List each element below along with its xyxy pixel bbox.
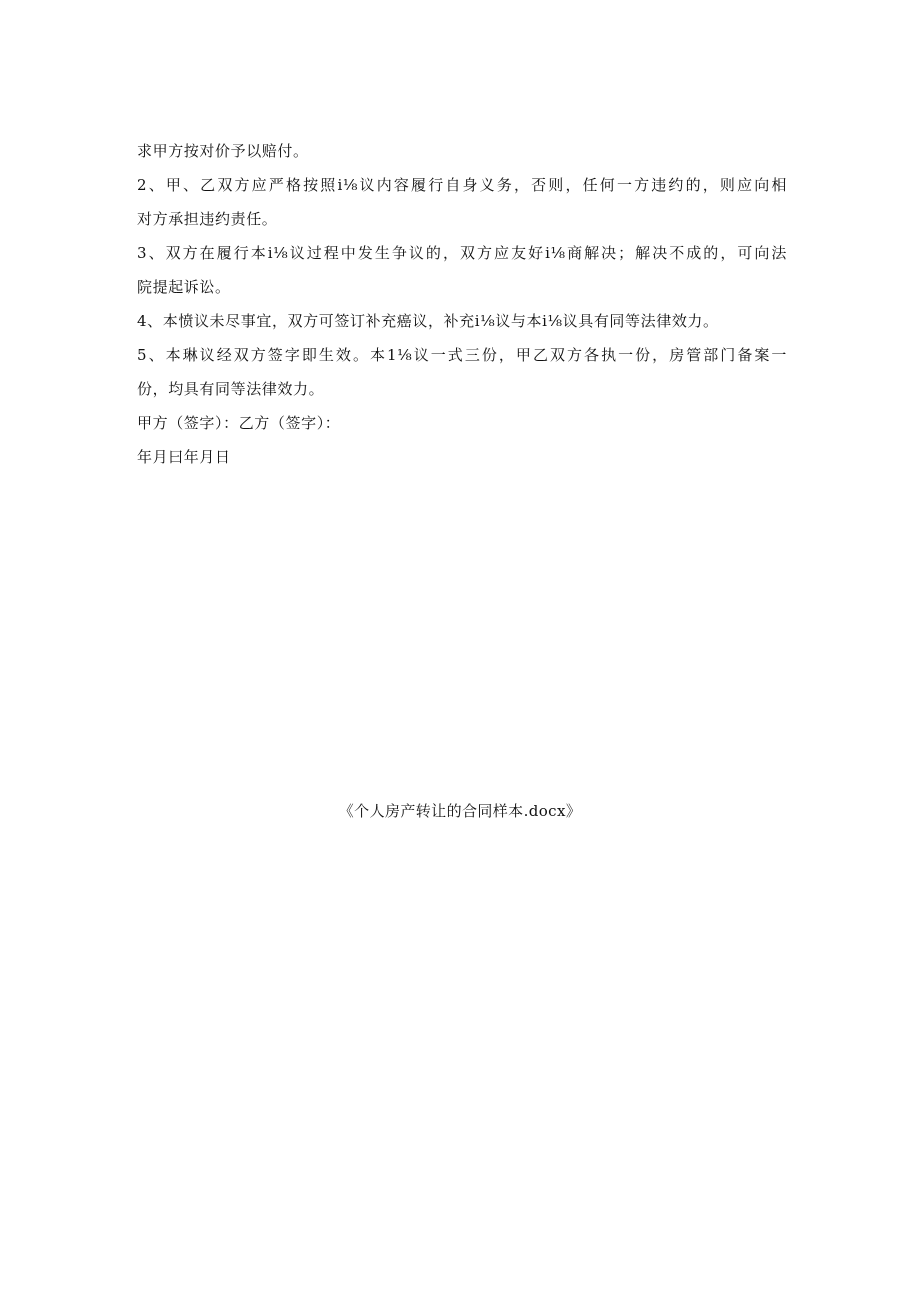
date-line: 年月曰年月日	[137, 448, 231, 466]
clause-3-line-2: 院提起诉讼。	[137, 278, 231, 296]
document-file-title: 《个人房产转让的合同样本.docx》	[338, 802, 582, 820]
clause-2-line-2: 对方承担违约责任。	[137, 210, 278, 228]
clause-3-line-1: 3、双方在履行本i⅛议过程中发生争议的，双方应友好i⅛商解决；解决不成的，可向法	[137, 244, 787, 262]
clause-2-line-1: 2、甲、乙双方应严格按照i⅛议内容履行自身义务，否则，任何一方违约的，则应向相	[137, 176, 787, 194]
clause-4-line-1: 4、本愤议未尽事宜，双方可签订补充癌议，补充i⅛议与本i⅛议具有同等法律效力。	[137, 312, 719, 330]
clause-5-line-1: 5、本琳议经双方签字即生效。本1⅛议一式三份，甲乙双方各执一份，房管部门备案一	[137, 346, 787, 364]
signature-line: 甲方（签字）：乙方（签字）：	[137, 414, 341, 432]
clause-5-line-2: 份，均具有同等法律效力。	[137, 380, 325, 398]
document-body	[137, 134, 787, 474]
text-line-continuation: 求甲方按对价予以赔付。	[137, 142, 309, 160]
